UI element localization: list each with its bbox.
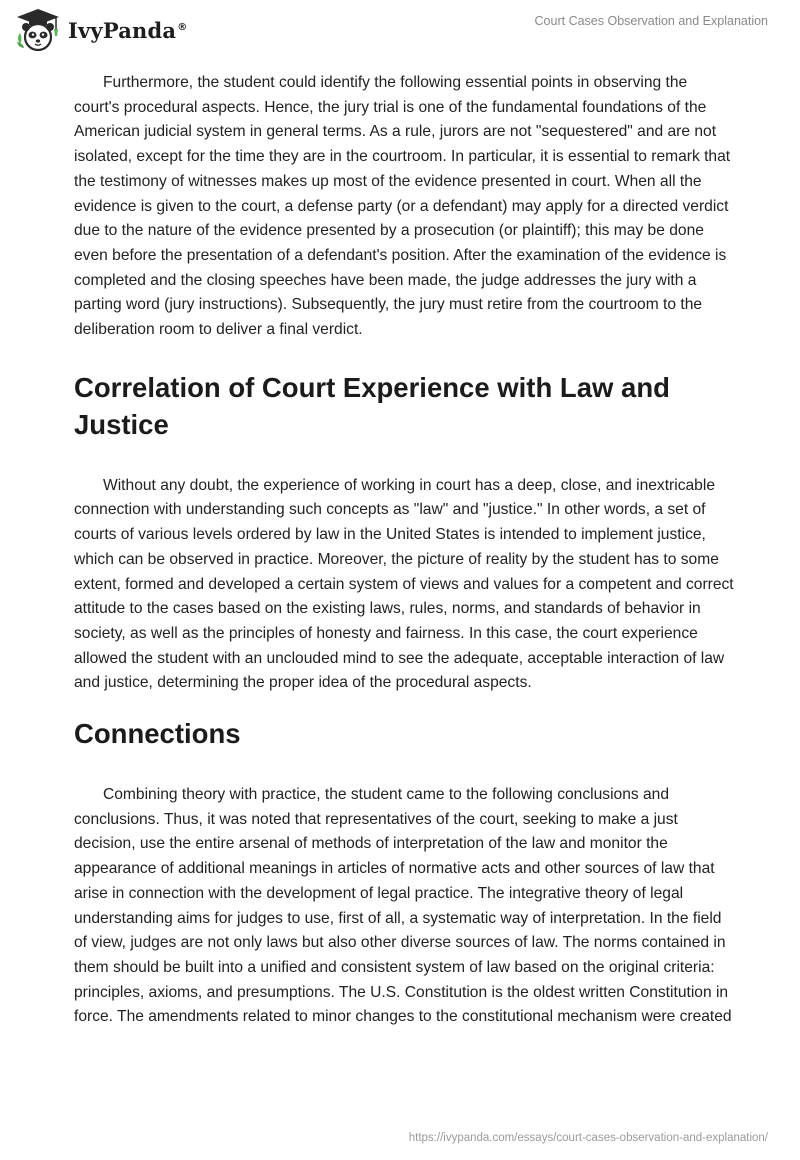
correlation-heading: Correlation of Court Experience with Law and Justice <box>74 371 670 440</box>
brand-logo[interactable] <box>14 8 187 52</box>
brand-name: IvyPanda® <box>68 17 188 43</box>
source-url-link[interactable]: https://ivypanda.com/essays/court-cases-observation-and-explanation/ <box>408 1132 768 1144</box>
panda-graduate-icon <box>14 8 62 52</box>
page-header <box>0 0 800 60</box>
document-title: Court Cases Observation and Explanation <box>534 14 768 28</box>
essay-content <box>74 71 734 1030</box>
connections-heading: Connections <box>74 718 241 750</box>
connections-paragraph: Combining theory with practice, the student came to the following conclusions and conclusions. Thus, it was noted that representatives of the court, seeking to make a just decision, use the entire arsenal of methods of interpretation of the law and monitor the appearance of additional meanings in articles of normative acts and other sources of law that arise in connection with the development of legal practice. The integrative theory of legal understanding aims for judges to use, first of all, a systematic way of interpretation. In the field of view, judges are not only laws but also other diverse sources of law. The norms contained in them should be built into a unified and consistent system of law based on the original criteria: principles, axioms, and presumptions. The U.S. Constitution is the oldest written Constitution in force. The amendments related to minor changes to the constitutional mechanism were created <box>74 786 732 1026</box>
correlation-paragraph: Without any doubt, the experience of working in court has a deep, close, and inextricable connection with understanding such concepts as "law" and "justice." In other words, a set of courts of various levels ordered by law in the United States is intended to implement justice, which can be observed in practice. Moreover, the picture of reality by the student has to some extent, formed and developed a certain system of views and values for a competent and correct attitude to the cases based on the existing laws, rules, norms, and standards of behavior in society, as well as the principles of honesty and fairness. In this case, the court experience allowed the student with an unclouded mind to see the adequate, acceptable interaction of law and justice, determining the proper idea of the procedural aspects. <box>74 476 734 692</box>
intro-paragraph: Furthermore, the student could identify the following essential points in observing the court's procedural aspects. Hence, the jury trial is one of the fundamental foundations of the American judicial system in general terms. As a rule, jurors are not "sequestered" and are not isolated, except for the time they are in the courtroom. In particular, it is essential to remark that the testimony of witnesses makes up most of the evidence presented in court. When all the evidence is given to the court, a defense party (or a defendant) may apply for a directed verdict due to the nature of the evidence presented by a prosecution (or plaintiff); this may be done even before the presentation of a defendant's position. After the examination of the evidence is completed and the closing speeches have been made, the judge addresses the jury with a parting word (jury instructions). Subsequently, the jury must retire from the courtroom to the deliberation room to deliver a final verdict. <box>74 74 731 339</box>
